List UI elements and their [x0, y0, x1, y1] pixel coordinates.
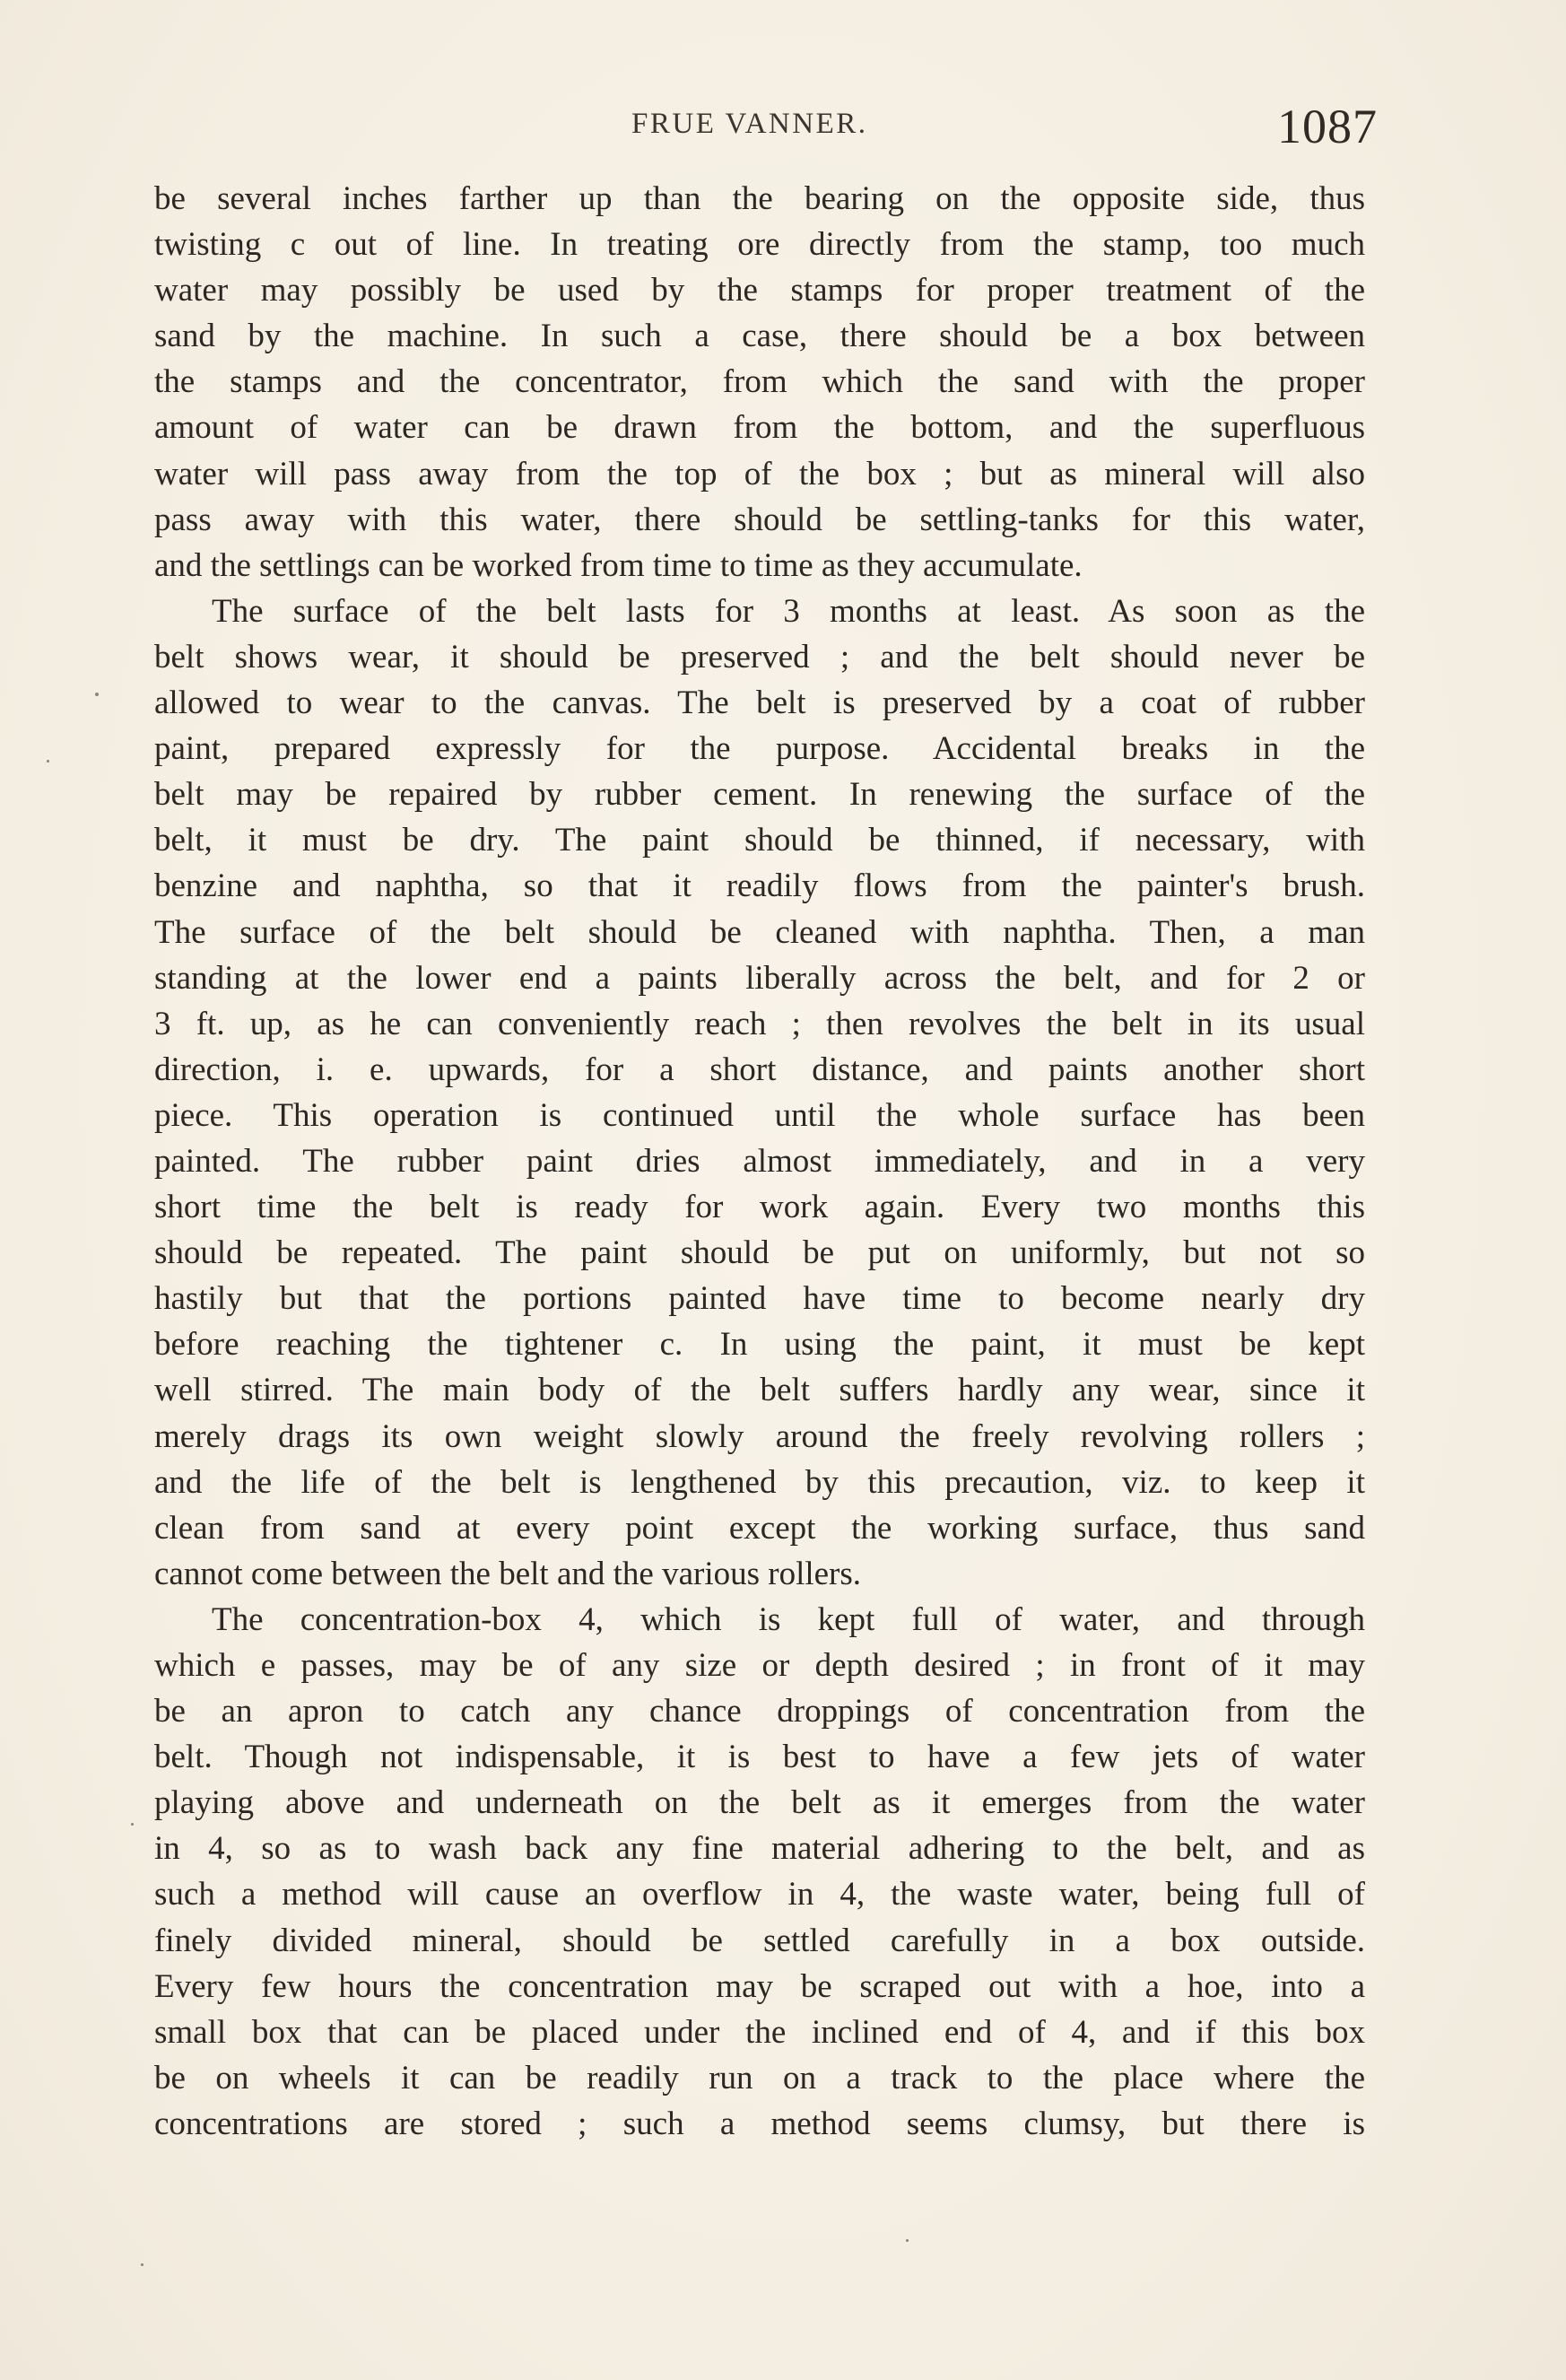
text-line: well stirred. The main body of the belt suffers hardly any wear, since it	[154, 1372, 1365, 1409]
text-line: sand by the machine. In such a case, there should be a box between	[154, 318, 1365, 355]
paper-speck	[47, 760, 49, 763]
text-line: the stamps and the concentrator, from which the sand with the proper	[154, 363, 1365, 401]
text-line: piece. This operation is continued until the whole surface has been	[154, 1096, 1365, 1134]
text-line: The surface of the belt should be cleaned with naphtha. Then, a man	[154, 913, 1365, 951]
paper-speck	[131, 1823, 134, 1826]
text-line: benzine and naphtha, so that it readily flows from the painter's brush.	[154, 867, 1365, 905]
text-line: should be repeated. The paint should be put on uniformly, but not so	[154, 1234, 1365, 1272]
text-line: which e passes, may be of any size or depth desired ; in front of it may	[154, 1647, 1365, 1684]
text-line: clean from sand at every point except the working surface, thus sand	[154, 1509, 1365, 1547]
text-line: water may possibly be used by the stamps for proper treatment of the	[154, 272, 1365, 309]
paper-speck	[141, 2263, 144, 2266]
text-line: before reaching the tightener c. In using the paint, it must be kept	[154, 1326, 1365, 1364]
running-title: FRUE VANNER.	[631, 108, 868, 140]
running-head	[0, 99, 1566, 153]
body-text	[154, 176, 1365, 2147]
text-line: Every few hours the concentration may be scraped out with a hoe, into a	[154, 1967, 1365, 2005]
text-line: water will pass away from the top of the box ; but as mineral will also	[154, 455, 1365, 493]
text-line: be on wheels it can be readily run on a track to the place where the	[154, 2059, 1365, 2097]
text-line: paint, prepared expressly for the purpose. Accidental breaks in the	[154, 730, 1365, 768]
text-line: belt may be repaired by rubber cement. In renewing the surface of the	[154, 776, 1365, 814]
text-line: The concentration-box 4, which is kept full of water, and through	[212, 1600, 1365, 1638]
text-line: and the settlings can be worked from time to time as they accumulate.	[154, 546, 1083, 584]
text-line: belt shows wear, it should be preserved ; and the belt should never be	[154, 638, 1365, 676]
text-line: playing above and underneath on the belt as it emerges from the water	[154, 1784, 1365, 1822]
paper-speck	[906, 2239, 909, 2242]
text-line: amount of water can be drawn from the bottom, and the superfluous	[154, 409, 1365, 447]
text-line: painted. The rubber paint dries almost immediately, and in a very	[154, 1142, 1365, 1180]
text-line: pass away with this water, there should be settling-tanks for this water,	[154, 501, 1365, 538]
text-line: standing at the lower end a paints liberally across the belt, and for 2 or	[154, 959, 1365, 997]
text-line: concentrations are stored ; such a method seems clumsy, but there is	[154, 2105, 1365, 2142]
text-line: finely divided mineral, should be settled carefully in a box outside.	[154, 1922, 1365, 1959]
text-line: belt. Though not indispensable, it is best to have a few jets of water	[154, 1739, 1365, 1776]
text-line: twisting c out of line. In treating ore directly from the stamp, too much	[154, 226, 1365, 264]
text-line: be an apron to catch any chance droppings of concentration from the	[154, 1693, 1365, 1731]
text-line: small box that can be placed under the inclined end of 4, and if this box	[154, 2013, 1365, 2051]
text-line: 3 ft. up, as he can conveniently reach ; then revolves the belt in its usual	[154, 1005, 1365, 1042]
text-line: direction, i. e. upwards, for a short distance, and paints another short	[154, 1051, 1365, 1088]
text-line: hastily but that the portions painted have time to become nearly dry	[154, 1280, 1365, 1318]
text-line: allowed to wear to the canvas. The belt is preserved by a coat of rubber	[154, 684, 1365, 722]
text-line: merely drags its own weight slowly around the freely revolving rollers ;	[154, 1417, 1365, 1455]
text-line: The surface of the belt lasts for 3 months at least. As soon as the	[212, 592, 1365, 630]
text-line: cannot come between the belt and the various rollers.	[154, 1555, 862, 1592]
text-line: and the life of the belt is lengthened by this precaution, viz. to keep it	[154, 1463, 1365, 1501]
text-line: be several inches farther up than the bearing on the opposite side, thus	[154, 180, 1365, 217]
page-number: 1087	[1277, 100, 1378, 153]
text-line: short time the belt is ready for work again. Every two months this	[154, 1189, 1365, 1226]
paper-speck	[95, 693, 99, 696]
text-line: such a method will cause an overflow in 4, the waste water, being full of	[154, 1876, 1365, 1914]
text-line: in 4, so as to wash back any fine material adhering to the belt, and as	[154, 1830, 1365, 1868]
text-line: belt, it must be dry. The paint should be thinned, if necessary, with	[154, 822, 1365, 859]
